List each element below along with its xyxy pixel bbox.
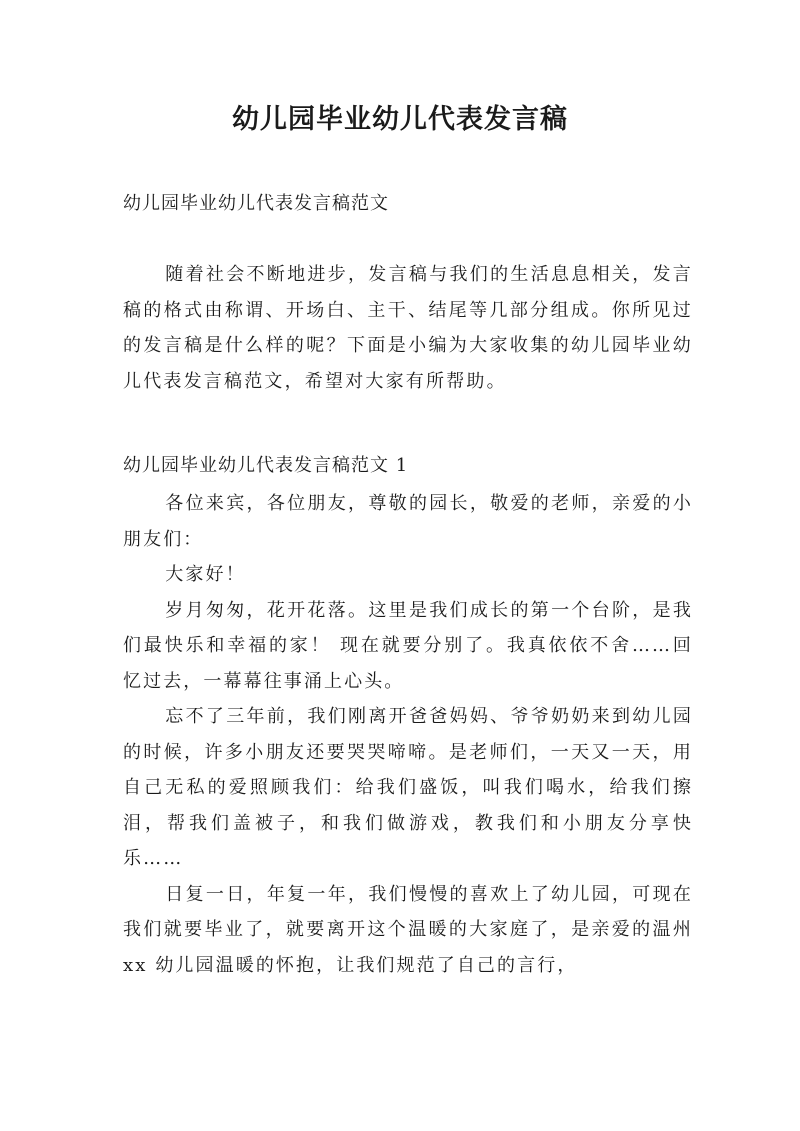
paragraph-memories: 忘不了三年前，我们刚离开爸爸妈妈、爷爷奶奶来到幼儿园的时候，许多小朋友还要哭哭啼啼。是老师们，一天又一天，用自己无私的爱照顾我们：给我们盛饭，叫我们喝水，给我们擦泪，帮我们盖被子，和我们做游戏，教我们和小朋友分享快乐……	[123, 706, 693, 869]
section-heading: 幼儿园毕业幼儿代表发言稿范文 1	[123, 455, 409, 476]
paragraph-hello: 大家好！	[165, 564, 246, 585]
document-subtitle: 幼儿园毕业幼儿代表发言稿范文	[123, 193, 389, 214]
paragraph-day-after-day: 日复一日，年复一年，我们慢慢的喜欢上了幼儿园，可现在我们就要毕业了，就要离开这个温暖的大家庭了，是亲爱的温州 xx 幼儿园温暖的怀抱，让我们规范了自己的言行，	[123, 883, 693, 976]
speech-body	[123, 486, 693, 983]
intro-section	[123, 257, 693, 399]
paragraph-greeting: 各位来宾，各位朋友，尊敬的园长，敬爱的老师，亲爱的小朋友们：	[123, 493, 693, 550]
document-title: 幼儿园毕业幼儿代表发言稿	[232, 104, 568, 135]
intro-paragraph: 随着社会不断地进步，发言稿与我们的生活息息相关，发言稿的格式由称谓、开场白、主干、结尾等几部分组成。你所见过的发言稿是什么样的呢？下面是小编为大家收集的幼儿园毕业幼儿代表发言稿范文，希望对大家有所帮助。	[123, 264, 693, 392]
paragraph-time-passes: 岁月匆匆，花开花落。这里是我们成长的第一个台阶，是我们最快乐和幸福的家！ 现在就要分别了。我真依依不舍……回忆过去，一幕幕往事涌上心头。	[123, 599, 693, 692]
